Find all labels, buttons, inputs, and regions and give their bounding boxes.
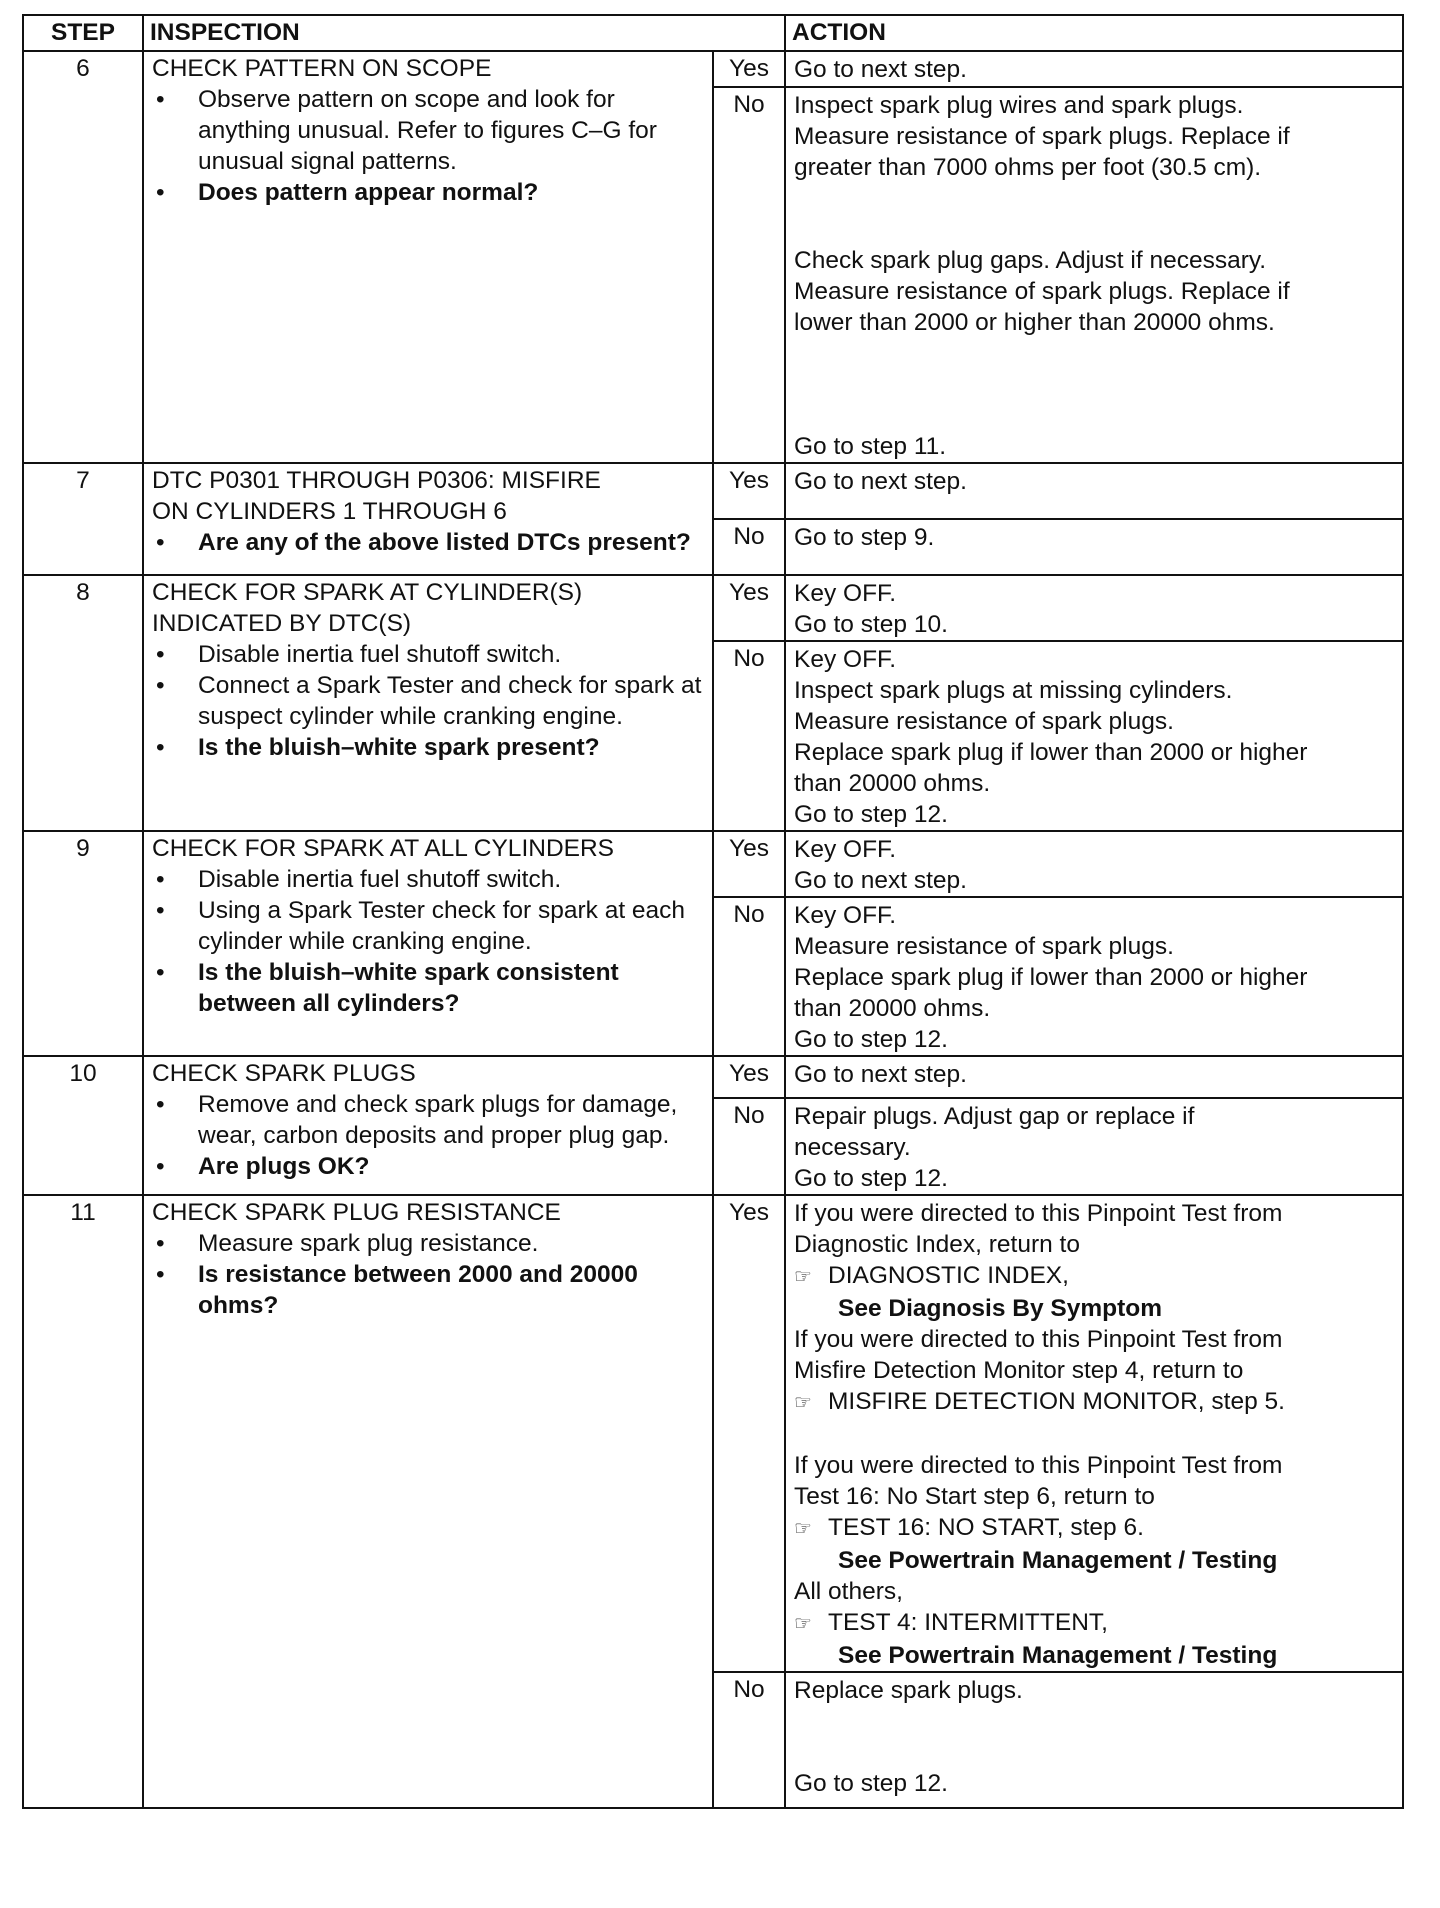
action-line: Go to step 12.	[794, 1026, 948, 1053]
yes-action-cell	[785, 463, 1403, 519]
spacer	[794, 183, 1394, 214]
action-line: lower than 2000 or higher than 20000 ohms.	[794, 309, 1275, 336]
bullet-text: Are plugs OK?	[198, 1153, 370, 1180]
inspection-title: ON CYLINDERS 1 THROUGH 6	[152, 498, 507, 525]
no-action-cell	[785, 519, 1403, 575]
action-line: If you were directed to this Pinpoint Test from	[794, 1452, 1283, 1479]
step-number	[23, 463, 143, 575]
action-line: Key OFF.	[794, 836, 897, 863]
inspection-title: CHECK PATTERN ON SCOPE	[152, 55, 492, 82]
step-number-text: 10	[69, 1060, 97, 1087]
step-row	[23, 1195, 1403, 1672]
inspection-bullet	[152, 1089, 706, 1151]
cross-reference[interactable]	[794, 1607, 1394, 1671]
yes-label-cell	[713, 831, 785, 897]
inspection-cell	[143, 831, 713, 1056]
action-header: ACTION	[785, 15, 1403, 51]
bullet-icon: •	[156, 959, 165, 986]
no-label: No	[733, 1676, 765, 1703]
spacer	[794, 1737, 1394, 1768]
action-line: Go to step 12.	[794, 1165, 948, 1192]
bullet-icon: •	[156, 179, 165, 206]
yes-label-cell	[713, 1195, 785, 1672]
inspection-header: INSPECTION	[143, 15, 785, 51]
step-number-text: 8	[76, 579, 90, 606]
action-line: Replace spark plugs.	[794, 1677, 1023, 1704]
no-action-cell	[785, 641, 1403, 831]
pointing-hand-icon: ☞	[794, 1392, 812, 1414]
reference-subtitle: See Diagnosis By Symptom	[838, 1295, 1163, 1322]
bullet-text: Is the bluish–white spark present?	[198, 734, 600, 761]
no-label-cell	[713, 1672, 785, 1808]
yes-action-cell	[785, 575, 1403, 641]
inspection-question	[152, 177, 706, 208]
step-number-text: 6	[76, 55, 90, 82]
inspection-title: CHECK FOR SPARK AT CYLINDER(S)	[152, 579, 583, 606]
action-line: Inspect spark plug wires and spark plugs.	[794, 92, 1244, 119]
inspection-bullet	[152, 670, 706, 732]
yes-action-cell	[785, 51, 1403, 87]
bullet-icon: •	[156, 897, 165, 924]
yes-action-cell	[785, 1056, 1403, 1098]
step-row	[23, 1056, 1403, 1098]
bullet-icon: •	[156, 1261, 165, 1288]
step-number	[23, 1056, 143, 1195]
action-line: Measure resistance of spark plugs.	[794, 708, 1174, 735]
step-number	[23, 575, 143, 831]
action-line: Measure resistance of spark plugs. Replace if	[794, 278, 1290, 305]
spacer	[794, 214, 1394, 245]
no-label: No	[733, 91, 765, 118]
action-line: Go to step 10.	[794, 611, 948, 638]
action-line: Measure resistance of spark plugs. Replace if	[794, 123, 1290, 150]
action-line: Replace spark plug if lower than 2000 or higher	[794, 964, 1308, 991]
inspection-bullet	[152, 864, 706, 895]
no-action-cell	[785, 897, 1403, 1056]
yes-label: Yes	[729, 467, 769, 494]
action-line: Go to step 11.	[794, 433, 947, 460]
no-label: No	[733, 645, 765, 672]
bullet-icon: •	[156, 672, 165, 699]
bullet-text: Observe pattern on scope and look for anything unusual. Refer to figures C–G for unusual signal patterns.	[198, 86, 657, 175]
bullet-text: Is the bluish–white spark consistent between all cylinders?	[198, 959, 619, 1017]
no-label-cell	[713, 1098, 785, 1195]
bullet-text: Are any of the above listed DTCs present?	[198, 529, 691, 556]
inspection-question	[152, 732, 706, 763]
yes-label-cell	[713, 51, 785, 87]
yes-action-cell	[785, 831, 1403, 897]
action-line: Go to next step.	[794, 56, 967, 83]
step-row	[23, 575, 1403, 641]
action-line: than 20000 ohms.	[794, 995, 991, 1022]
inspection-bullet	[152, 84, 706, 177]
no-label: No	[733, 1102, 765, 1129]
bullet-text: Is resistance between 2000 and 20000 ohms?	[198, 1261, 638, 1319]
action-line: Go to next step.	[794, 468, 967, 495]
action-line: Repair plugs. Adjust gap or replace if	[794, 1103, 1195, 1130]
pointing-hand-icon: ☞	[794, 1266, 812, 1288]
action-line: Check spark plug gaps. Adjust if necessary.	[794, 247, 1267, 274]
inspection-question	[152, 957, 706, 1019]
inspection-cell	[143, 1195, 713, 1808]
inspection-cell	[143, 463, 713, 575]
action-line: Go to next step.	[794, 1061, 967, 1088]
inspection-question	[152, 1259, 706, 1321]
inspection-cell	[143, 51, 713, 463]
action-line: Test 16: No Start step 6, return to	[794, 1483, 1155, 1510]
action-line: necessary.	[794, 1134, 911, 1161]
inspection-question	[152, 1151, 706, 1182]
yes-label-cell	[713, 575, 785, 641]
step-row	[23, 831, 1403, 897]
cross-reference[interactable]	[794, 1512, 1394, 1576]
action-line: than 20000 ohms.	[794, 770, 991, 797]
cross-reference[interactable]	[794, 1386, 1394, 1419]
no-label: No	[733, 523, 765, 550]
spacer	[794, 338, 1394, 369]
action-line: Go to step 12.	[794, 801, 948, 828]
step-row	[23, 51, 1403, 87]
yes-label: Yes	[729, 579, 769, 606]
yes-label: Yes	[729, 55, 769, 82]
action-line: Measure resistance of spark plugs.	[794, 933, 1174, 960]
no-label-cell	[713, 641, 785, 831]
action-line: All others,	[794, 1578, 903, 1605]
spacer	[794, 400, 1394, 431]
bullet-icon: •	[156, 1153, 165, 1180]
yes-label: Yes	[729, 1060, 769, 1087]
action-line: If you were directed to this Pinpoint Test from	[794, 1200, 1283, 1227]
yes-label: Yes	[729, 1199, 769, 1226]
yes-label: Yes	[729, 835, 769, 862]
cross-reference[interactable]	[794, 1260, 1394, 1324]
step-number-text: 7	[76, 467, 90, 494]
action-line: greater than 7000 ohms per foot (30.5 cm).	[794, 154, 1262, 181]
action-line: Go to step 9.	[794, 524, 935, 551]
bullet-text: Connect a Spark Tester and check for spark at suspect cylinder while cranking engine.	[198, 672, 702, 730]
reference-subtitle: See Powertrain Management / Testing	[838, 1547, 1278, 1574]
bullet-icon: •	[156, 866, 165, 893]
bullet-text: Does pattern appear normal?	[198, 179, 539, 206]
step-header: STEP	[23, 15, 143, 51]
header-row	[23, 15, 1403, 51]
no-label-cell	[713, 897, 785, 1056]
action-line: Inspect spark plugs at missing cylinders.	[794, 677, 1233, 704]
no-label: No	[733, 901, 765, 928]
pointing-hand-icon: ☞	[794, 1613, 812, 1635]
bullet-text: Remove and check spark plugs for damage, wear, carbon deposits and proper plug gap.	[198, 1091, 678, 1149]
step-number-text: 11	[70, 1199, 96, 1226]
inspection-title: CHECK FOR SPARK AT ALL CYLINDERS	[152, 835, 615, 862]
bullet-icon: •	[156, 529, 165, 556]
bullet-text: Using a Spark Tester check for spark at each cylinder while cranking engine.	[198, 897, 686, 955]
bullet-text: Disable inertia fuel shutoff switch.	[198, 866, 562, 893]
step-row	[23, 463, 1403, 519]
reference-text: TEST 4: INTERMITTENT,	[828, 1609, 1108, 1636]
reference-text: DIAGNOSTIC INDEX,	[828, 1262, 1069, 1289]
inspection-title: INDICATED BY DTC(S)	[152, 610, 412, 637]
inspection-title: DTC P0301 THROUGH P0306: MISFIRE	[152, 467, 601, 494]
reference-text: TEST 16: NO START, step 6.	[828, 1514, 1144, 1541]
bullet-icon: •	[156, 641, 165, 668]
bullet-icon: •	[156, 1230, 165, 1257]
spacer	[794, 1706, 1394, 1737]
bullet-text: Disable inertia fuel shutoff switch.	[198, 641, 562, 668]
pointing-hand-icon: ☞	[794, 1518, 812, 1540]
bullet-icon: •	[156, 1091, 165, 1118]
spacer	[794, 1419, 1394, 1450]
bullet-icon: •	[156, 86, 165, 113]
action-line: Go to step 12.	[794, 1770, 948, 1797]
no-action-cell	[785, 1098, 1403, 1195]
inspection-bullet	[152, 895, 706, 957]
yes-label-cell	[713, 463, 785, 519]
inspection-cell	[143, 1056, 713, 1195]
pinpoint-test-table	[22, 14, 1404, 1809]
reference-text: MISFIRE DETECTION MONITOR, step 5.	[828, 1388, 1285, 1415]
action-line: Go to next step.	[794, 867, 967, 894]
step-number	[23, 51, 143, 463]
spacer	[794, 369, 1394, 400]
bullet-icon: •	[156, 734, 165, 761]
action-line: Key OFF.	[794, 902, 897, 929]
action-line: If you were directed to this Pinpoint Test from	[794, 1326, 1283, 1353]
action-line: Replace spark plug if lower than 2000 or higher	[794, 739, 1308, 766]
inspection-bullet	[152, 1228, 706, 1259]
step-number-text: 9	[76, 835, 90, 862]
yes-label-cell	[713, 1056, 785, 1098]
reference-subtitle: See Powertrain Management / Testing	[838, 1642, 1278, 1669]
action-line: Key OFF.	[794, 646, 897, 673]
action-line: Key OFF.	[794, 580, 897, 607]
action-line: Diagnostic Index, return to	[794, 1231, 1080, 1258]
step-number	[23, 831, 143, 1056]
inspection-question	[152, 527, 706, 558]
no-label-cell	[713, 87, 785, 463]
inspection-bullet	[152, 639, 706, 670]
step-number	[23, 1195, 143, 1808]
no-action-cell	[785, 1672, 1403, 1808]
inspection-cell	[143, 575, 713, 831]
inspection-title: CHECK SPARK PLUG RESISTANCE	[152, 1199, 561, 1226]
no-label-cell	[713, 519, 785, 575]
action-line: Misfire Detection Monitor step 4, return to	[794, 1357, 1244, 1384]
no-action-cell	[785, 87, 1403, 463]
inspection-title: CHECK SPARK PLUGS	[152, 1060, 416, 1087]
yes-action-cell	[785, 1195, 1403, 1672]
bullet-text: Measure spark plug resistance.	[198, 1230, 539, 1257]
